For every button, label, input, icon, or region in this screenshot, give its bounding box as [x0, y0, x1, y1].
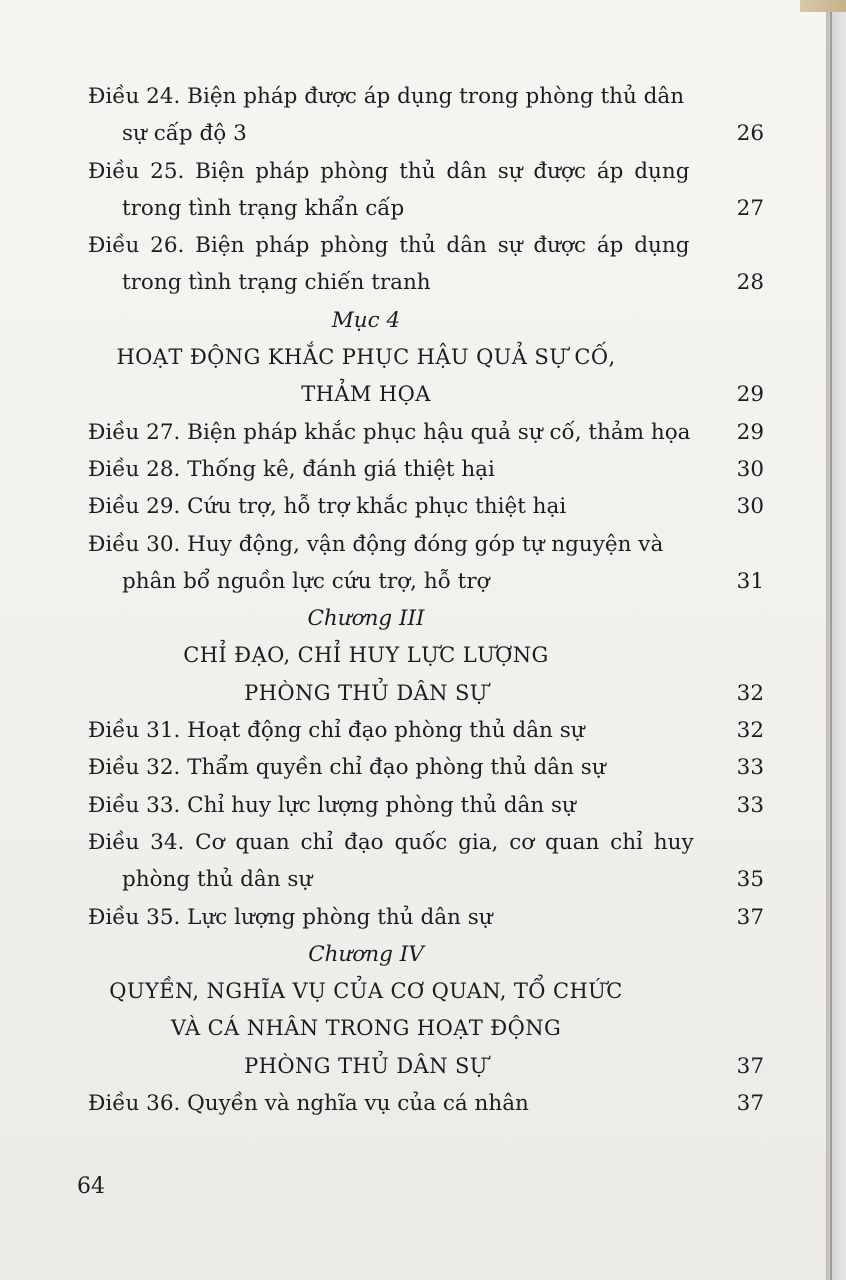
toc-page-number: 29 [736, 419, 764, 445]
toc-line [78, 376, 768, 413]
toc-entry-text: Điều 34. Cơ quan chỉ đạo quốc gia, cơ quan chỉ huy [88, 829, 694, 855]
toc-entry-text: Điều 33. Chỉ huy lực lượng phòng thủ dân sự [88, 792, 576, 818]
toc-entry-text: Điều 25. Biện pháp phòng thủ dân sự được áp dụng [88, 158, 690, 184]
toc-line [78, 488, 768, 525]
toc-line [78, 451, 768, 488]
toc-line [78, 600, 768, 637]
toc-page-number: 33 [736, 755, 764, 781]
toc-page-number: 27 [736, 195, 764, 221]
toc-line [78, 712, 768, 749]
toc-line [78, 302, 768, 339]
toc-line [78, 973, 768, 1010]
toc-entry-text: sự cấp độ 3 [122, 121, 247, 147]
section-heading: HOẠT ĐỘNG KHẮC PHỤC HẬU QUẢ SỰ CỐ, [116, 345, 616, 370]
toc-line [78, 824, 768, 861]
toc-page-number: 30 [736, 494, 764, 520]
toc-page-number: 30 [736, 456, 764, 482]
toc-page-number: 33 [736, 792, 764, 818]
toc-line [78, 563, 768, 600]
toc-page-number: 32 [736, 718, 764, 744]
toc-page-number: 35 [736, 867, 764, 893]
chapter-heading: PHÒNG THỦ DÂN SỰ [244, 1053, 488, 1078]
toc-entry-text: Điều 31. Hoạt động chỉ đạo phòng thủ dân sự [88, 718, 585, 744]
section-label: Mục 4 [331, 307, 401, 333]
toc-line [78, 1048, 768, 1085]
toc-page-number: 32 [736, 680, 764, 706]
toc-line [78, 787, 768, 824]
toc-page-number: 29 [736, 382, 764, 408]
toc-entry-text: phân bổ nguồn lực cứu trợ, hỗ trợ [122, 568, 490, 594]
chapter-label: Chương IV [308, 941, 424, 967]
toc-line [78, 899, 768, 936]
toc-line [78, 749, 768, 786]
toc-line [78, 115, 768, 152]
toc-line [78, 339, 768, 376]
toc-line [78, 1085, 768, 1122]
toc-line [78, 1010, 768, 1047]
toc-entry-text: Điều 28. Thống kê, đánh giá thiệt hại [88, 456, 495, 482]
toc-entry-text: Điều 29. Cứu trợ, hỗ trợ khắc phục thiệt hại [88, 494, 567, 520]
toc-page-number: 37 [736, 1091, 764, 1117]
toc-entry-text: Điều 32. Thẩm quyền chỉ đạo phòng thủ dân sự [88, 755, 606, 781]
chapter-label: Chương III [307, 606, 425, 632]
toc-page-number: 37 [736, 904, 764, 930]
toc-page-number: 28 [736, 270, 764, 296]
toc-entry-text: Điều 24. Biện pháp được áp dụng trong phòng thủ dân [88, 84, 685, 109]
toc-page-number: 31 [736, 568, 764, 594]
toc-entry-text: Điều 27. Biện pháp khắc phục hậu quả sự cố, thảm họa [88, 419, 691, 445]
toc-line [78, 637, 768, 674]
page-edge [826, 0, 846, 1280]
toc-page-number: 37 [736, 1053, 764, 1079]
toc-entry-text: Điều 35. Lực lượng phòng thủ dân sự [88, 904, 493, 930]
toc-line [78, 675, 768, 712]
toc-entry-text: Điều 30. Huy động, vận động đóng góp tự nguyện và [88, 531, 664, 557]
chapter-heading: VÀ CÁ NHÂN TRONG HOẠT ĐỘNG [170, 1016, 562, 1041]
chapter-heading: PHÒNG THỦ DÂN SỰ [244, 680, 488, 705]
toc-entry-text: trong tình trạng khẩn cấp [122, 195, 405, 221]
toc-line [78, 936, 768, 973]
section-heading: THẢM HỌA [301, 382, 431, 407]
toc-line [78, 264, 768, 301]
toc-line [78, 414, 768, 451]
toc-entry-text: phòng thủ dân sự [122, 867, 313, 893]
toc-line [78, 153, 768, 190]
toc-line [78, 526, 768, 563]
chapter-heading: QUYỀN, NGHĨA VỤ CỦA CƠ QUAN, TỔ CHỨC [109, 979, 623, 1004]
toc-entry-text: Điều 26. Biện pháp phòng thủ dân sự được áp dụng [88, 233, 690, 259]
toc-line [78, 78, 768, 115]
toc-line [78, 190, 768, 227]
chapter-heading: CHỈ ĐẠO, CHỈ HUY LỰC LƯỢNG [183, 643, 549, 668]
toc-entry-text: trong tình trạng chiến tranh [122, 270, 431, 296]
folio-page-number: 64 [77, 1174, 105, 1199]
toc-entry-text: Điều 36. Quyền và nghĩa vụ của cá nhân [88, 1091, 529, 1117]
toc-line [78, 861, 768, 898]
toc-page-number: 26 [736, 121, 764, 147]
page-corner [800, 0, 846, 12]
toc-line [78, 227, 768, 264]
table-of-contents [78, 78, 768, 1122]
